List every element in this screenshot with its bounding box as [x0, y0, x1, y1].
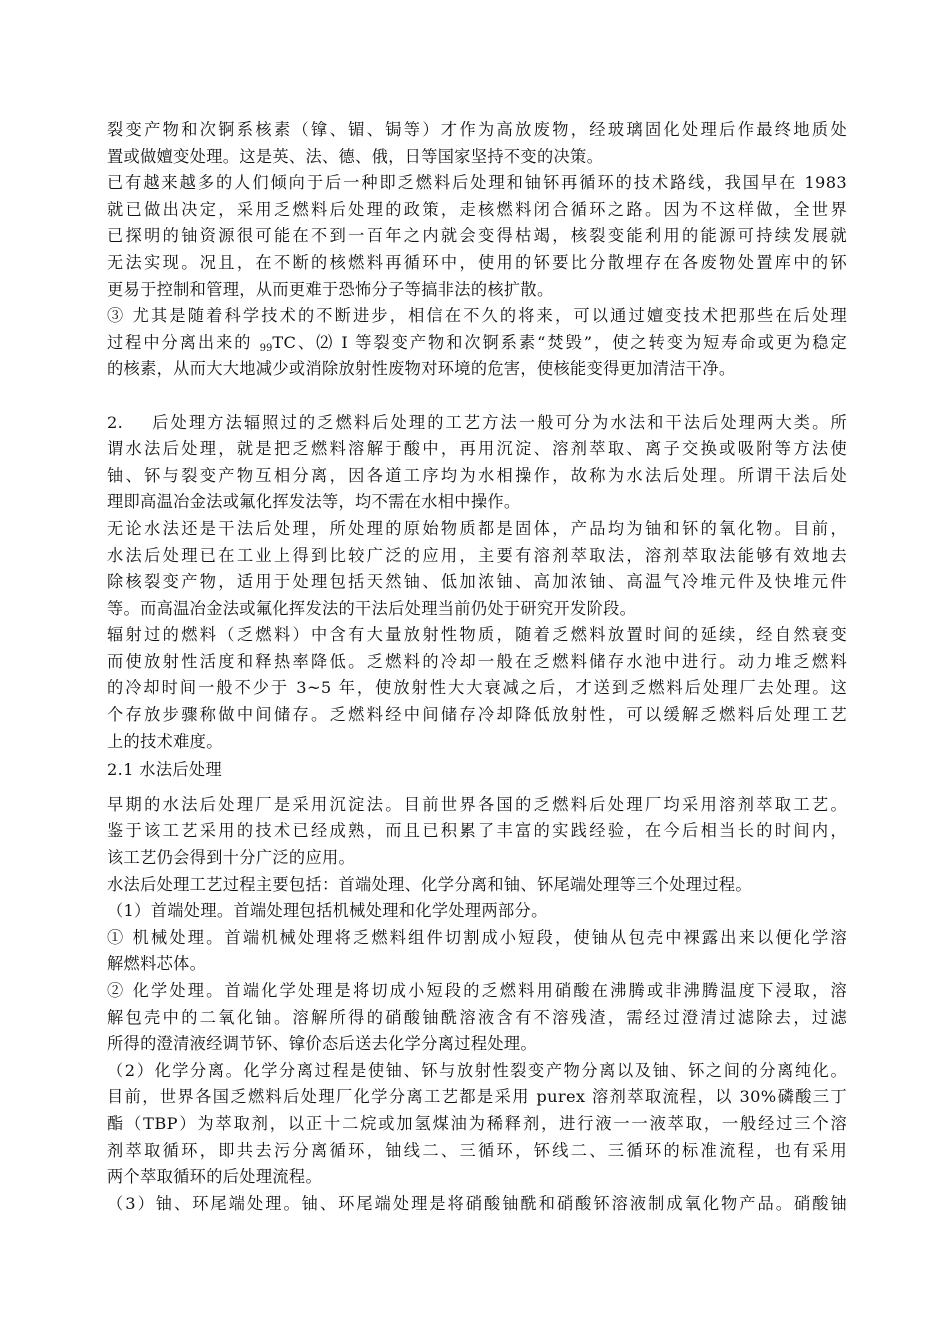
- section-heading: 2.1 水法后处理: [107, 760, 222, 780]
- text-line: 水法后处理已在工业上得到比较广泛的应用，主要有溶剂萃取法，溶剂萃取法能够有效地去: [107, 545, 847, 565]
- text-line: （1）首端处理。首端处理包括机械处理和化学处理两部分。: [107, 901, 548, 921]
- text-line: 该工艺仍会得到十分广泛的应用。: [107, 848, 356, 868]
- text-line: 就已做出决定，采用乏燃料后处理的政策，走核燃料闭合循环之路。因为不这样做，全世界: [107, 199, 847, 219]
- text-span: 过程中分离出来的: [107, 332, 260, 352]
- text-line: 的核素，从而大大地减少或消除放射性废物对环境的危害，使核能变得更加清洁干净。: [107, 359, 736, 379]
- paragraph-9: [107, 898, 847, 925]
- text-line: 等。而高温冶金法或氟化挥发法的干法后处理当前仍处于研究开发阶段。: [107, 598, 637, 618]
- paragraph-11: [107, 978, 847, 1058]
- text-line: 谓水法后处理，就是把乏燃料溶解于酸中，再用沉淀、溶剂萃取、离子交换或吸附等方法使: [107, 439, 847, 459]
- text-line: 除核裂变产物，适用于处理包括天然铀、低加浓铀、高加浓铀、高温气冷堆元件及快堆元件: [107, 572, 847, 592]
- text-line: 铀、钚与裂变产物互相分离，因各道工序均为水相操作，故称为水法后处理。所谓干法后处: [107, 465, 847, 485]
- text-line: 个存放步骤称做中间储存。乏燃料经中间储存冷却降低放射性，可以缓解乏燃料后处理工艺: [107, 705, 847, 725]
- text-line: 裂变产物和次锕系核素（镎、镅、锔等）才作为高放废物，经玻璃固化处理后作最终地质处: [107, 120, 847, 139]
- text-line: 剂萃取循环，即共去污分离循环，铀线二、三循环，钚线二、三循环的标准流程，也有采用: [107, 1140, 847, 1160]
- paragraph-4: [107, 410, 847, 516]
- paragraph-10: [107, 925, 847, 978]
- text-line: 的冷却时间一般不少于 3~5 年，使放射性大大衰减之后，才送到乏燃料后处理厂去处理。这: [107, 678, 847, 698]
- text-line: 已有越来越多的人们倾向于后一种即乏燃料后处理和铀钚再循环的技术路线，我国早在 1983: [107, 173, 847, 193]
- text-line: 2. 后处理方法辐照过的乏燃料后处理的工艺方法一般可分为水法和干法后处理两大类。所: [107, 412, 847, 432]
- text-line: 已探明的铀资源很可能在不到一百年之内就会变得枯竭，核裂变能利用的能源可持续发展就: [107, 226, 847, 246]
- text-span: TC、⑵ I 等裂变产物和次锕系素“焚毁”，使之转变为短寿命或更为稳定: [272, 332, 847, 352]
- text-line: 置或做嬗变处理。这是英、法、德、俄，日等国家坚持不变的决策。: [107, 146, 604, 166]
- text-line: 所得的澄清液经调节钚、镎价态后送去化学分离过程处理。: [107, 1034, 537, 1054]
- text-line: 解包壳中的二氧化铀。溶解所得的硝酸铀酰溶液含有不溶残渣，需经过澄清过滤除去，过滤: [107, 1007, 847, 1027]
- subscript-99: 99: [259, 342, 273, 354]
- text-line: 而使放射性活度和释热率降低。乏燃料的冷却一般在乏燃料储存水池中进行。动力堆乏燃料: [107, 651, 847, 671]
- paragraph-12: [107, 1058, 847, 1191]
- text-line-with-subscript: [107, 330, 847, 357]
- paragraph-5: [107, 516, 847, 622]
- paragraph-13: [107, 1191, 847, 1218]
- text-line: 理即高温冶金法或氟化挥发法等，均不需在水相中操作。: [107, 492, 521, 512]
- text-line: 早期的水法后处理厂是采用沉淀法。目前世界各国的乏燃料后处理厂均采用溶剂萃取工艺。: [107, 794, 847, 814]
- text-line: 两个萃取循环的后处理流程。: [107, 1167, 322, 1187]
- paragraph-6: [107, 622, 847, 755]
- text-line: 无法实现。况且，在不断的核燃料再循环中，使用的钚要比分散埋存在各废物处置库中的钚: [107, 252, 847, 272]
- text-line: 辐射过的燃料（乏燃料）中含有大量放射性物质，随着乏燃料放置时间的延续，经自然衰变: [107, 625, 847, 645]
- text-line: （3）铀、环尾端处理。铀、环尾端处理是将硝酸铀酰和硝酸钚溶液制成氧化物产品。硝酸铀: [107, 1193, 847, 1213]
- text-line: ① 机械处理。首端机械处理将乏燃料组件切割成小短段，使铀从包壳中裸露出来以便化学溶: [107, 927, 847, 947]
- text-line: 目前，世界各国乏燃料后处理厂化学分离工艺都是采用 purex 溶剂萃取流程，以 30%磷酸三丁: [107, 1087, 847, 1107]
- text-line: 水法后处理工艺过程主要包括：首端处理、化学分离和铀、钚尾端处理等三个处理过程。: [107, 874, 752, 894]
- blank-line: [107, 383, 847, 410]
- text-line: 酯（TBP）为萃取剂，以正十二烷或加氢煤油为稀释剂，进行液一一液萃取，一般经过三个溶: [107, 1113, 847, 1133]
- paragraph-3: [107, 303, 847, 383]
- paragraph-1: [107, 117, 847, 170]
- paragraph-8: [107, 872, 847, 899]
- text-line: 解燃料芯体。: [107, 954, 207, 974]
- text-line: （2）化学分离。化学分离过程是使铀、钚与放射性裂变产物分离以及铀、钚之间的分离纯化。: [107, 1060, 847, 1080]
- paragraph-2: [107, 170, 847, 303]
- text-line: 更易于控制和管理，从而更难于恐怖分子等搞非法的核扩散。: [107, 279, 554, 299]
- text-line: 鉴于该工艺采用的技术已经成熟，而且已积累了丰富的实践经验，在今后相当长的时间内，: [107, 821, 847, 841]
- text-line: ② 化学处理。首端化学处理是将切成小短段的乏燃料用硝酸在沸腾或非沸腾温度下浸取，溶: [107, 981, 847, 1000]
- document-page: [107, 117, 847, 1217]
- text-line: 无论水法还是干法后处理，所处理的原始物质都是固体，产品均为铀和钚的氧化物。目前，: [107, 518, 847, 538]
- text-line: 上的技术难度。: [107, 731, 223, 751]
- paragraph-7: [107, 792, 847, 872]
- text-line: ③ 尤其是随着科学技术的不断进步，相信在不久的将来，可以通过嬗变技术把那些在后处理: [107, 306, 847, 326]
